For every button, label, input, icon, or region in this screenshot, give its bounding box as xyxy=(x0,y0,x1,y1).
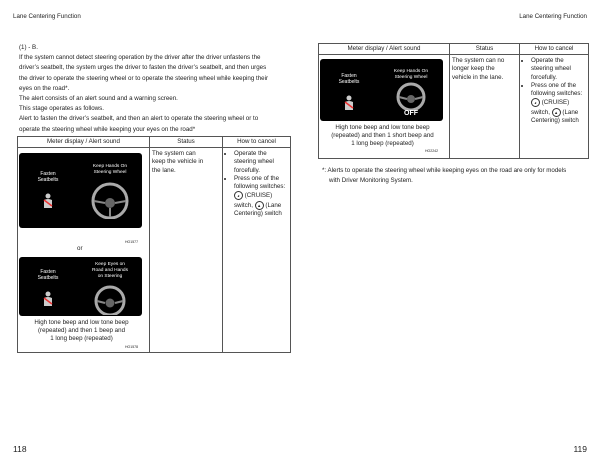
footnote xyxy=(322,166,592,187)
column-header: Status xyxy=(450,44,520,55)
page-number-left: 118 xyxy=(13,444,27,454)
seatbelt-icon xyxy=(41,193,55,209)
seatbelt-icon xyxy=(342,95,356,111)
text-line: eyes on the road*. xyxy=(19,84,70,92)
steering-wheel-icon xyxy=(88,179,132,219)
column-header: Meter display / Alert sound xyxy=(319,44,450,55)
text-line: This stage operates as follows. xyxy=(19,105,104,112)
seatbelt-panel xyxy=(23,257,73,315)
steering-panel xyxy=(386,61,436,119)
cancel-item: • Press one of the following switches: ◕ (CRUISE) switch, ▲ (Lane Centering) switch xyxy=(234,175,288,218)
seatbelt-label: Fasten Seatbelts xyxy=(37,171,59,183)
column-header: Status xyxy=(150,137,223,148)
paragraph-3 xyxy=(19,104,291,135)
cancel-cell xyxy=(520,55,589,159)
cancel-cell xyxy=(223,148,291,353)
cancel-item: • Operate the steering wheel forcefully. xyxy=(234,150,288,175)
column-header: Meter display / Alert sound xyxy=(18,137,150,148)
or-label: or xyxy=(77,245,83,252)
page-number-right: 119 xyxy=(573,444,587,454)
section-label: (1) - B. xyxy=(19,44,38,51)
text-line: If the system cannot detect steering operation by the driver after the driver unfastens the xyxy=(19,54,261,61)
lane-centering-switch-icon: ▲ xyxy=(552,108,561,117)
paragraph-2: The alert consists of an alert sound and a warning screen. xyxy=(19,95,178,102)
text-line: with Driver Monitoring System. xyxy=(329,177,413,185)
steering-panel xyxy=(85,157,135,219)
text-line: Alert to fasten the driver’s seatbelt, and then an alert to operate the steering wheel or to xyxy=(19,115,259,123)
column-header: How to cancel xyxy=(223,137,291,148)
seatbelt-panel xyxy=(324,61,374,119)
text-line: *: Alerts to operate the steering wheel while keeping eyes on the road are only for models xyxy=(322,167,567,174)
lane-centering-switch-icon: ▲ xyxy=(255,201,264,210)
paragraph-1 xyxy=(19,53,291,94)
figure-code: HO1577 xyxy=(125,240,139,244)
text-line: operate the steering wheel while keeping your eyes on the road* xyxy=(19,125,196,133)
steering-wheel-icon xyxy=(391,81,431,111)
running-header-left: Lane Centering Function xyxy=(13,13,81,20)
meter-display-image-1 xyxy=(19,153,142,228)
status-cell: The system can no longer keep the vehicle in the lane. xyxy=(450,55,520,159)
figure-code: HO1578 xyxy=(125,345,139,349)
off-indicator: OFF xyxy=(404,110,418,117)
figure-code: HO2242 xyxy=(425,149,439,153)
steering-label: Keep Hands On Steering Wheel xyxy=(393,69,429,80)
meter-display-image-2 xyxy=(19,257,142,316)
seatbelt-label: Fasten Seatbelts xyxy=(37,269,59,281)
status-cell: The system can keep the vehicle in the lane. xyxy=(150,148,223,353)
seatbelt-label: Fasten Seatbelts xyxy=(338,73,360,85)
cancel-item: • Press one of the following switches: ◕ (CRUISE) switch, ▲ (Lane Centering) switch xyxy=(531,82,586,125)
steering-panel xyxy=(85,259,135,315)
alert-sound-caption: High tone beep and low tone beep (repeated) and then 1 short beep and 1 long beep (repeated) xyxy=(331,124,434,148)
text-line: the driver to operate the steering wheel or to operate the steering wheel while keeping their xyxy=(19,74,269,82)
seatbelt-panel xyxy=(23,159,73,221)
text-line: driver’s seatbelt, the system urges the driver to fasten the driver’s seatbelt, and then urges xyxy=(19,64,267,72)
meter-display-image-3 xyxy=(320,59,443,121)
steering-wheel-icon xyxy=(90,281,130,315)
cruise-switch-icon: ◕ xyxy=(531,98,540,107)
steering-label: Keep Eyes on Road and Hands on Steering xyxy=(91,262,128,279)
column-header: How to cancel xyxy=(520,44,589,55)
seatbelt-icon xyxy=(41,291,55,307)
running-header-right: Lane Centering Function xyxy=(519,13,587,20)
alert-sound-caption: High tone beep and low tone beep (repeated) and then 1 beep and 1 long beep (repeated) xyxy=(34,319,129,343)
steering-label: Keep Hands On Steering Wheel xyxy=(92,164,128,175)
cruise-switch-icon: ◕ xyxy=(234,191,243,200)
cancel-item: • Operate the steering wheel forcefully. xyxy=(531,57,586,82)
